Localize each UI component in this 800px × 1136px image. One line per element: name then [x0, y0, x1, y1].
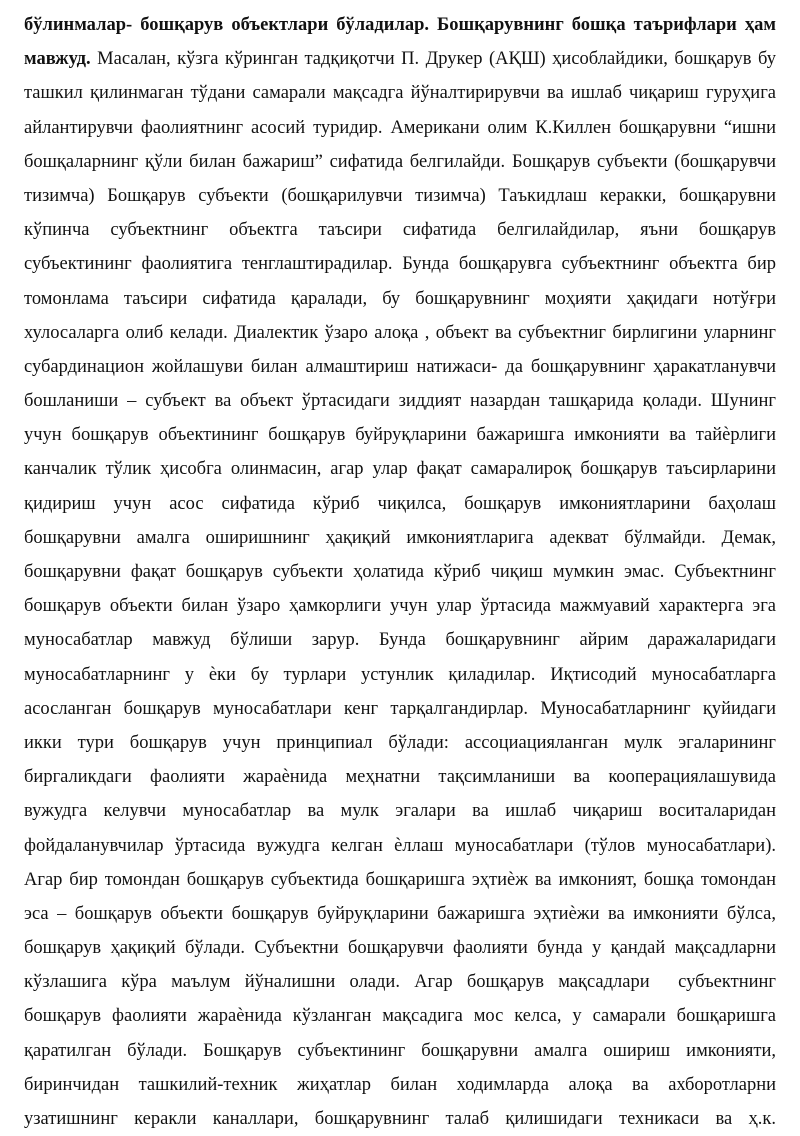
text-line	[24, 452, 776, 486]
text-line	[24, 76, 776, 110]
text-line	[24, 931, 776, 965]
body-text: фойдаланувчилар ўртасида вужудга келган ѐллаш муносабатлари (тўлов муносабатлари).	[24, 835, 776, 856]
body-text: кўпинча субъектнинг объектга таъсири сифатида белгилайдилар, яъни бошқарув	[24, 220, 776, 241]
text-line	[24, 829, 776, 863]
text-line	[24, 111, 776, 145]
text-line	[24, 179, 776, 213]
text-line	[24, 555, 776, 589]
text-line	[24, 282, 776, 316]
text-line	[24, 965, 776, 999]
body-text: биргаликдаги фаолияти жараѐнида меҳнатни тақсимланиши ва кооперациялашувида	[24, 767, 776, 788]
body-text: узатишнинг керакли каналлари, бошқарувнинг талаб қилишидаги техникаси ва ҳ.к.	[24, 1109, 776, 1129]
text-line	[24, 692, 776, 726]
body-text: субъектининг фаолиятига тенглаштирадилар. Бунда бошқарувга субъектнинг объектга бир	[24, 254, 776, 275]
text-line	[24, 42, 776, 76]
body-text: ташкил қилинмаган тўдани самарали мақсадга йўналтирирувчи ва ишлаб чиқариш гуруҳига	[24, 83, 776, 104]
body-text: кўзлашига кўра маълум йўналишни олади. Агар бошқарув мақсадлари субъектнинг	[24, 972, 776, 993]
body-text: эса – бошқарув объекти бошқарув буйруқларини бажаришга эҳтиѐжи ва имконияти бўлса,	[24, 903, 776, 924]
body-text: бошқарув фаолияти жараѐнида кўзланган мақсадига мос келса, у самарали бошқаришга	[24, 1006, 776, 1027]
text-line	[24, 1068, 776, 1102]
body-text: муносабатлар мавжуд бўлиши зарур. Бунда бошқарувнинг айрим даражаларидаги	[24, 630, 776, 651]
body-text: учун бошқарув объектининг бошқарув буйруқларини бажаришга имконияти ва тайѐрлиги	[24, 425, 776, 446]
body-text: Масалан, кўзга кўринган тадқиқотчи П. Друкер (АҚШ) ҳисоблайдики, бошқарув бу	[90, 49, 776, 70]
body-text: қаратилган бўлади. Бошқарув субъектининг бошқарувни амалга ошириш имконияти,	[24, 1040, 776, 1061]
text-line	[24, 247, 776, 281]
text-line	[24, 589, 776, 623]
body-text: Агар бир томондан бошқарув субъектида бошқаришга эҳтиѐж ва имконият, бошқа томондан	[24, 869, 776, 890]
body-text: канчалик тўлик ҳисобга олинмасин, агар улар фақат самаралироқ бошқарув таъсирларини	[24, 459, 776, 480]
text-line	[24, 350, 776, 384]
text-line	[24, 213, 776, 247]
text-line	[24, 145, 776, 179]
body-text: бошқаларнинг қўли билан бажариш” сифатида белгилайди. Бошқарув субъекти (бошқарувчи	[24, 151, 776, 172]
text-line	[24, 999, 776, 1033]
text-line	[24, 658, 776, 692]
bold-text: мавжуд.	[24, 49, 91, 70]
body-text: томонлама таъсири сифатида қаралади, бу бошқарувнинг моҳияти ҳақидаги нотўғри	[24, 288, 776, 309]
body-text: бошқарув ҳақиқий бўлади. Субъектни бошқарувчи фаолияти бунда у қандай мақсадларни	[24, 938, 776, 959]
text-line	[24, 726, 776, 760]
body-text: айлантирувчи фаолиятнинг асосий туридир. Американи олим К.Киллен бошқарувни “ишни	[24, 117, 776, 138]
bold-text: бўлинмалар- бошқарув объектлари бўладилар. Бошқарувнинг бошқа таърифлари ҳам	[24, 15, 776, 35]
body-text: бошқарувни амалга оширишнинг ҳақиқий имкониятларига адекват бўлмайди. Демак,	[24, 527, 776, 548]
body-text: бошланиши – субъект ва объект ўртасидаги зиддият назардан ташқарида қолади. Шунинг	[24, 391, 776, 412]
body-text: тизимча) Бошқарув субъекти (бошқарилувчи тизимча) Таъкидлаш керакки, бошқарувни	[24, 185, 776, 206]
text-line	[24, 760, 776, 794]
text-line	[24, 623, 776, 657]
text-line	[24, 316, 776, 350]
text-line	[24, 521, 776, 555]
body-text: субардинацион жойлашуви билан алмаштириш натижаси- да бошқарувнинг ҳаракатланувчи	[24, 356, 776, 377]
text-line	[24, 487, 776, 521]
body-text: муносабатларнинг у ѐки бу турлари устунлик қиладилар. Иқтисодий муносабатларга	[24, 664, 776, 685]
body-text: қидириш учун асос сифатида кўриб чиқилса, бошқарув имкониятларини баҳолаш	[24, 493, 776, 514]
text-line	[24, 897, 776, 931]
body-text: икки тури бошқарув учун принципиал бўлади: ассоциацияланган мулк эгаларининг	[24, 732, 776, 753]
text-line	[24, 863, 776, 897]
body-text: хулосаларга олиб келади. Диалектик ўзаро алоқа , объект ва субъектниг бирлигини уларнинг	[24, 322, 776, 343]
text-line	[24, 1034, 776, 1068]
body-text: биринчидан ташкилий-техник жиҳатлар билан ходимларда алоқа ва ахборотларни	[24, 1074, 776, 1095]
body-text: бошқарув объекти билан ўзаро ҳамкорлиги учун улар ўртасида мажмуавий характерга эга	[24, 596, 776, 617]
body-text: бошқарувни фақат бошқарув субъекти ҳолатида кўриб чиқиш мумкин эмас. Субъектнинг	[24, 562, 776, 582]
text-line	[24, 384, 776, 418]
body-text: асосланган бошқарув муносабатлари кенг тарқалгандирлар. Муносабатларнинг қуйидаги	[24, 698, 776, 719]
text-line	[24, 794, 776, 828]
body-text: вужудга келувчи муносабатлар ва мулк эгалари ва ишлаб чиқариш воситаларидан	[24, 801, 776, 822]
text-line	[24, 418, 776, 452]
document-page	[24, 8, 776, 1136]
text-line	[24, 8, 776, 42]
